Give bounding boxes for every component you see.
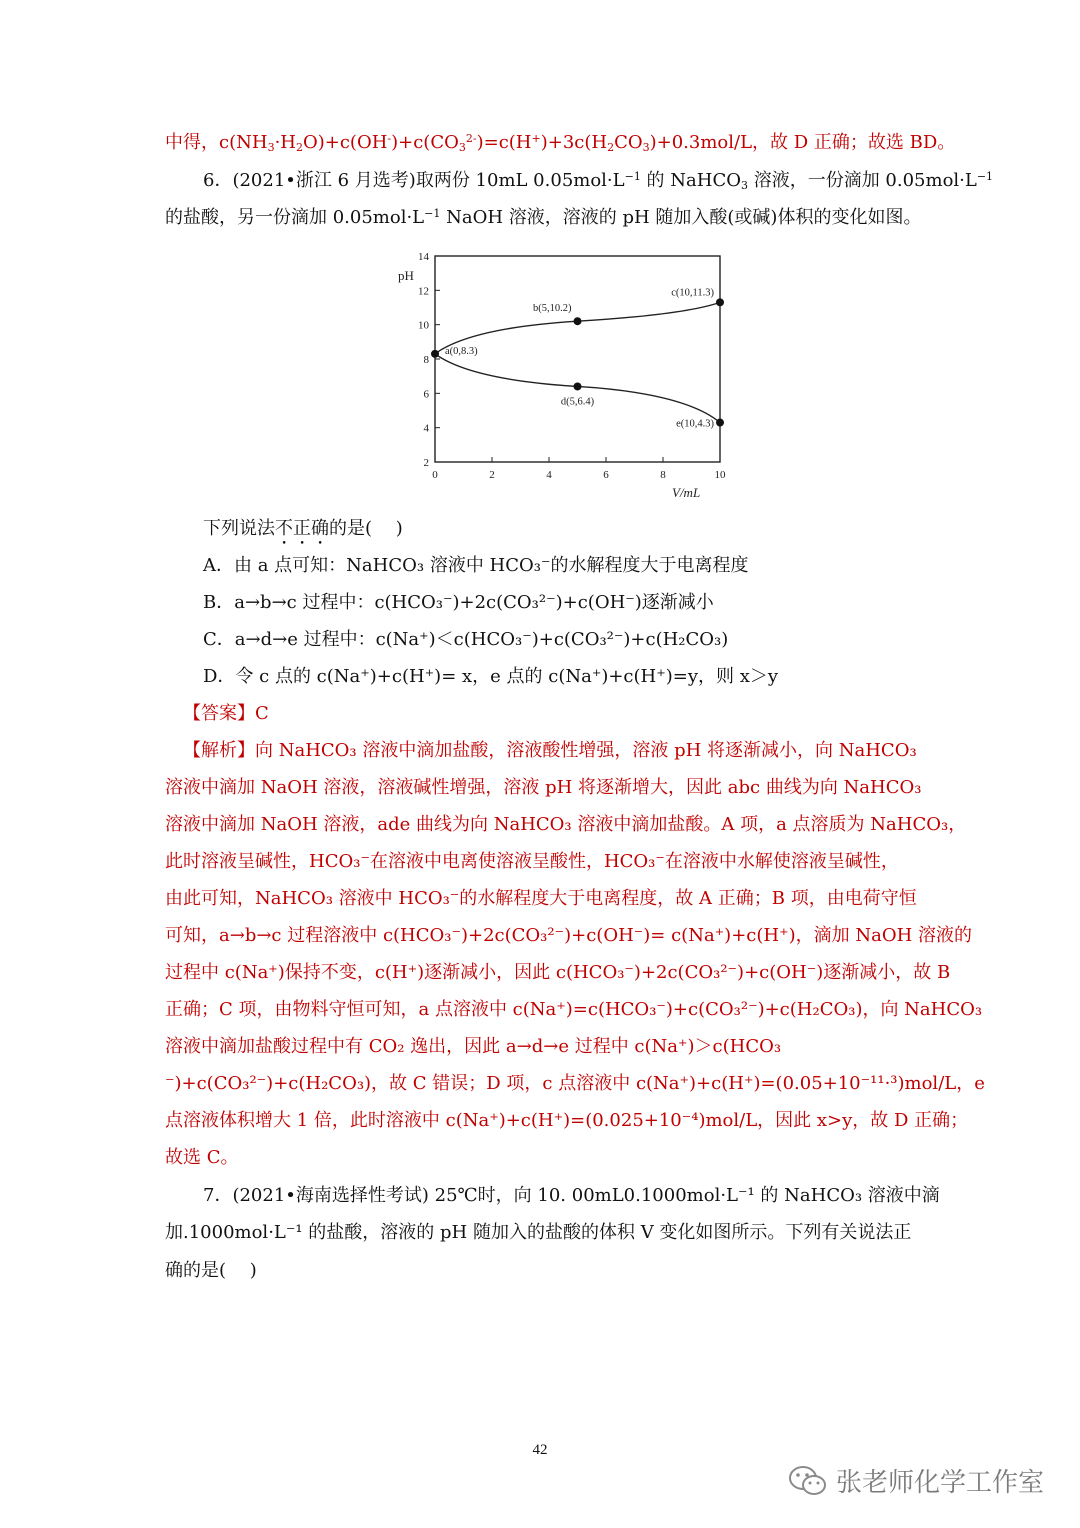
x-tick-label: 0 xyxy=(432,469,438,481)
option-c: C．a→d→e 过程中：c(Na⁺)＜c(HCO₃⁻)+c(CO₃²⁻)+c(H₂CO₃) xyxy=(203,629,729,650)
explanation-line-10: ⁻)+c(CO₃²⁻)+c(H₂CO₃)，故 C 错误；D 项，c 点溶液中 c(Na⁺)+c(H⁺)=(0.05+10⁻¹¹·³)mol/L，e xyxy=(165,1073,985,1094)
explanation-line-7: 过程中 c(Na⁺)保持不变，c(H⁺)逐渐减小，因此 c(HCO₃⁻)+2c(CO₃²⁻)+c(OH⁻)逐渐减小，故 B xyxy=(165,962,951,983)
x-tick-label: 6 xyxy=(603,469,609,481)
explanation-line-4: 此时溶液呈碱性，HCO₃⁻在溶液中电离使溶液呈酸性，HCO₃⁻在溶液中水解使溶液呈碱性， xyxy=(165,851,899,872)
x-tick-label: 2 xyxy=(489,469,495,481)
point-label: d(5,6.4) xyxy=(560,396,595,408)
y-tick-label: 14 xyxy=(418,251,429,263)
watermark xyxy=(788,1462,1044,1499)
prev-explanation-line: 中得，$c(NH_3\cdot H_2O)+c(OH^-)+c(CO_3^{2-})=c(H^+)+3c(H_2CO_3)+0.3mol/L$，故 D 正确；故选 BD。 xyxy=(165,132,956,154)
point-label: c(10,11.3) xyxy=(671,287,714,299)
data-point xyxy=(716,419,724,427)
explanation-line-6: 可知，a→b→c 过程溶液中 c(HCO₃⁻)+2c(CO₃²⁻)+c(OH⁻)= c(Na⁺)+c(H⁺)，滴加 NaOH 溶液的 xyxy=(165,925,972,946)
data-point xyxy=(574,317,582,325)
point-label: e(10,4.3) xyxy=(676,418,714,430)
explanation-line-11: 点溶液体积增大 1 倍，此时溶液中 c(Na⁺)+c(H⁺)=(0.025+10⁻⁴)mol/L，因此 x>y，故 D 正确； xyxy=(165,1110,969,1131)
page-number: 42 xyxy=(532,1442,548,1458)
question-7-line-3: 确的是( ) xyxy=(165,1260,257,1281)
x-axis-label: V/mL xyxy=(672,485,701,500)
y-tick-label: 12 xyxy=(418,285,429,298)
explanation-line-2: 溶液中滴加 NaOH 溶液，溶液碱性增强，溶液 pH 将逐渐增大，因此 abc 曲线为向 NaHCO₃ xyxy=(165,777,922,798)
option-b: B．a→b→c 过程中：c(HCO₃⁻)+2c(CO₃²⁻)+c(OH⁻)逐渐减小 xyxy=(203,592,714,613)
explanation-line-1: 【解析】向 NaHCO₃ 溶液中滴加盐酸，溶液酸性增强，溶液 pH 将逐渐减小，向 NaHCO₃ xyxy=(183,740,917,761)
data-point xyxy=(716,298,724,306)
y-tick-label: 6 xyxy=(423,388,429,401)
option-a: A．由 a 点可知：NaHCO₃ 溶液中 HCO₃⁻的水解程度大于电离程度 xyxy=(203,555,749,576)
y-tick-label: 10 xyxy=(418,319,429,332)
question-7-line-1: 7．(2021•海南选择性考试) 25℃时，向 10. 00mL0.1000mol·L⁻¹ 的 NaHCO₃ 溶液中滴 xyxy=(203,1185,940,1206)
option-d: D．令 c 点的 c(Na⁺)+c(H⁺)= x，e 点的 c(Na⁺)+c(H⁺)=y，则 x＞y xyxy=(203,666,779,687)
data-point xyxy=(431,350,439,358)
question-6-line-1: 6．(2021•浙江 6 月选考)取两份 10mL $0.05mol\cdot L^{-1}$ 的 NaHCO$_3$ 溶液，一份滴加 $0.05mol\cdot L^{-1}$ xyxy=(203,170,994,192)
x-tick-label: 4 xyxy=(546,469,552,481)
answer-label: 【答案】C xyxy=(183,703,269,724)
wechat-icon xyxy=(788,1465,828,1497)
chart-svg xyxy=(390,248,740,504)
watermark-text: 张老师化学工作室 xyxy=(836,1468,1045,1498)
question-stem: 下列说法不正确的是( ) xyxy=(203,518,403,539)
y-tick-label: 8 xyxy=(423,354,429,366)
y-axis-label: pH xyxy=(398,268,414,283)
y-tick-label: 2 xyxy=(423,457,429,469)
emphasis-not-correct: 不正确 xyxy=(275,518,329,539)
x-tick-label: 8 xyxy=(660,469,666,481)
explanation-line-5: 由此可知，NaHCO₃ 溶液中 HCO₃⁻的水解程度大于电离程度，故 A 正确；B 项，由电荷守恒 xyxy=(165,888,917,909)
explanation-line-12: 故选 C。 xyxy=(165,1147,239,1168)
explanation-line-3: 溶液中滴加 NaOH 溶液，ade 曲线为向 NaHCO₃ 溶液中滴加盐酸。A 项，a 点溶质为 NaHCO₃， xyxy=(165,814,967,835)
naoh-curve xyxy=(435,302,720,354)
x-tick-label: 10 xyxy=(714,469,726,481)
question-7-line-2: 加.1000mol·L⁻¹ 的盐酸，溶液的 pH 随加入的盐酸的体积 V 变化如图所示。下列有关说法正 xyxy=(165,1222,912,1243)
explanation-line-9: 溶液中滴加盐酸过程中有 CO₂ 逸出，因此 a→d→e 过程中 c(Na⁺)＞c(HCO₃ xyxy=(165,1036,782,1057)
y-tick-label: 4 xyxy=(423,422,429,435)
explanation-line-8: 正确；C 项，由物料守恒可知，a 点溶液中 c(Na⁺)=c(HCO₃⁻)+c(CO₃²⁻)+c(H₂CO₃)，向 NaHCO₃ xyxy=(165,999,983,1020)
point-label: b(5,10.2) xyxy=(533,303,572,315)
data-point xyxy=(574,382,582,390)
point-label: a(0,8.3) xyxy=(445,345,478,357)
ph-volume-chart xyxy=(390,248,740,504)
question-6-line-2: 的盐酸，另一份滴加 $0.05mol\cdot L^{-1}$ NaOH 溶液，溶液的 pH 随加入酸(或碱)体积的变化如图。 xyxy=(165,207,922,228)
